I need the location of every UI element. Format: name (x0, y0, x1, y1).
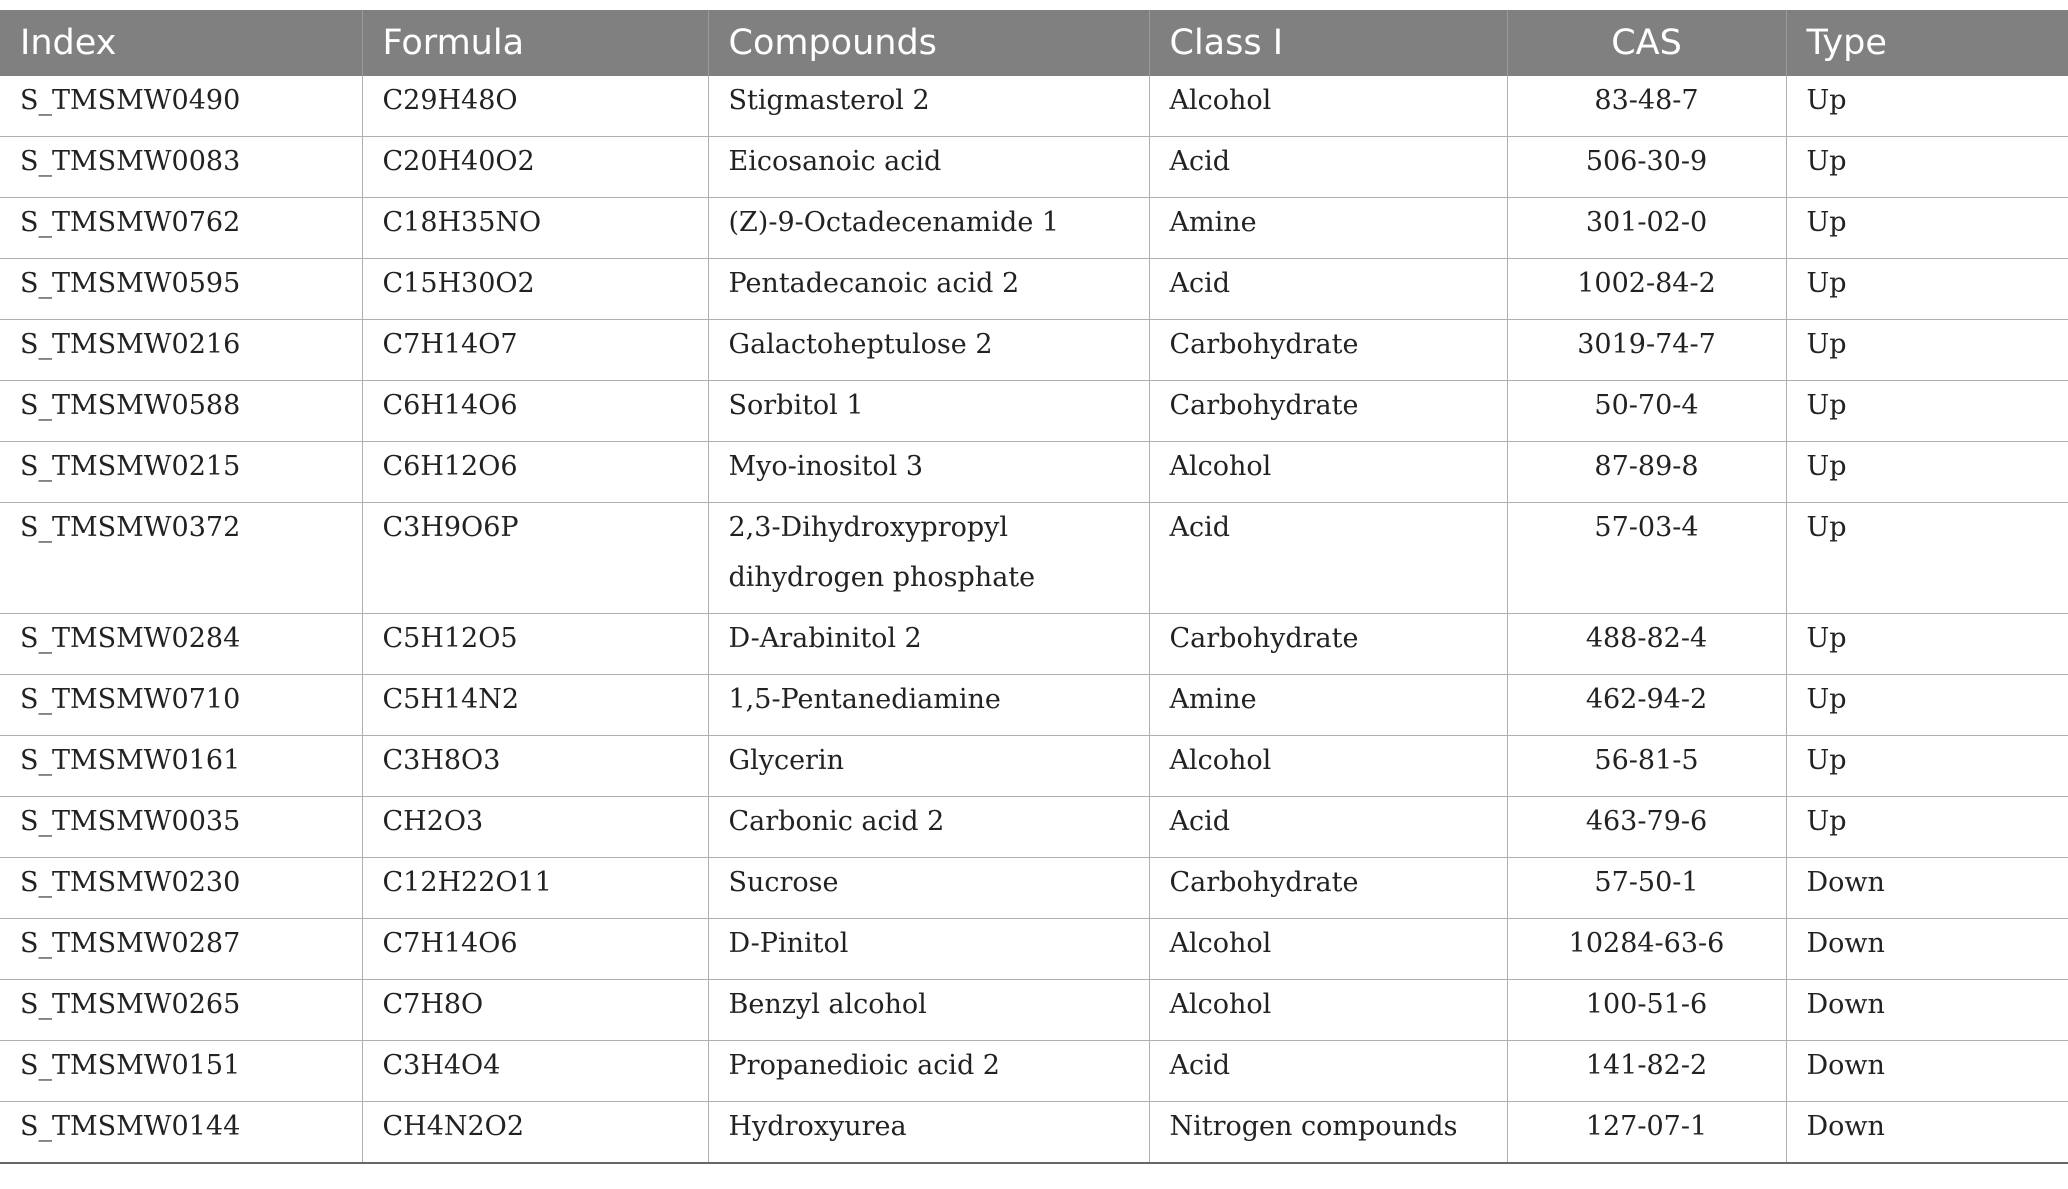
class-cell: Acid (1149, 137, 1507, 198)
type-cell: Up (1786, 614, 2068, 675)
formula-cell: C12H22O11 (362, 858, 708, 919)
index-cell: S_TMSMW0035 (0, 797, 362, 858)
class-cell: Alcohol (1149, 736, 1507, 797)
formula-cell: C7H14O6 (362, 919, 708, 980)
header-index: Index (0, 10, 362, 76)
compound-cell: Propanedioic acid 2 (708, 1041, 1149, 1102)
index-cell: S_TMSMW0762 (0, 198, 362, 259)
compound-cell: Myo-inositol 3 (708, 442, 1149, 503)
formula-cell: C3H4O4 (362, 1041, 708, 1102)
index-cell: S_TMSMW0490 (0, 76, 362, 137)
cas-cell: 301-02-0 (1507, 198, 1786, 259)
formula-cell: C20H40O2 (362, 137, 708, 198)
type-cell: Up (1786, 198, 2068, 259)
type-cell: Down (1786, 919, 2068, 980)
cas-cell: 1002-84-2 (1507, 259, 1786, 320)
compound-cell: Benzyl alcohol (708, 980, 1149, 1041)
type-cell: Up (1786, 503, 2068, 614)
formula-cell: C18H35NO (362, 198, 708, 259)
type-cell: Up (1786, 76, 2068, 137)
table-row (0, 259, 2068, 320)
compound-cell: Carbonic acid 2 (708, 797, 1149, 858)
formula-cell: CH2O3 (362, 797, 708, 858)
table-header (0, 10, 2068, 76)
type-cell: Down (1786, 1102, 2068, 1164)
index-cell: S_TMSMW0588 (0, 381, 362, 442)
header-compounds: Compounds (708, 10, 1149, 76)
compound-cell: Sorbitol 1 (708, 381, 1149, 442)
class-cell: Nitrogen compounds (1149, 1102, 1507, 1164)
class-cell: Alcohol (1149, 980, 1507, 1041)
class-cell: Carbohydrate (1149, 614, 1507, 675)
compounds-table (0, 10, 2068, 1164)
cas-cell: 10284-63-6 (1507, 919, 1786, 980)
cas-cell: 57-50-1 (1507, 858, 1786, 919)
cas-cell: 50-70-4 (1507, 381, 1786, 442)
index-cell: S_TMSMW0284 (0, 614, 362, 675)
table-row (0, 736, 2068, 797)
type-cell: Up (1786, 797, 2068, 858)
compound-cell: D-Pinitol (708, 919, 1149, 980)
compound-cell: Glycerin (708, 736, 1149, 797)
table-row (0, 675, 2068, 736)
table-row (0, 858, 2068, 919)
class-cell: Acid (1149, 1041, 1507, 1102)
type-cell: Down (1786, 1041, 2068, 1102)
class-cell: Carbohydrate (1149, 858, 1507, 919)
compound-cell: 2,3-Dihydroxypropyl dihydrogen phosphate (708, 503, 1149, 614)
compound-cell: 1,5-Pentanediamine (708, 675, 1149, 736)
table-row (0, 614, 2068, 675)
cas-cell: 57-03-4 (1507, 503, 1786, 614)
index-cell: S_TMSMW0230 (0, 858, 362, 919)
cas-cell: 463-79-6 (1507, 797, 1786, 858)
index-cell: S_TMSMW0287 (0, 919, 362, 980)
formula-cell: C5H12O5 (362, 614, 708, 675)
index-cell: S_TMSMW0372 (0, 503, 362, 614)
formula-cell: C6H12O6 (362, 442, 708, 503)
class-cell: Carbohydrate (1149, 381, 1507, 442)
type-cell: Down (1786, 858, 2068, 919)
cas-cell: 506-30-9 (1507, 137, 1786, 198)
index-cell: S_TMSMW0216 (0, 320, 362, 381)
table-row (0, 381, 2068, 442)
table-row (0, 198, 2068, 259)
type-cell: Up (1786, 381, 2068, 442)
table-row (0, 442, 2068, 503)
type-cell: Up (1786, 442, 2068, 503)
table-row (0, 980, 2068, 1041)
table-row (0, 503, 2068, 614)
table-row (0, 1041, 2068, 1102)
cas-cell: 3019-74-7 (1507, 320, 1786, 381)
index-cell: S_TMSMW0265 (0, 980, 362, 1041)
class-cell: Acid (1149, 797, 1507, 858)
table-row (0, 137, 2068, 198)
index-cell: S_TMSMW0083 (0, 137, 362, 198)
index-cell: S_TMSMW0215 (0, 442, 362, 503)
table-row (0, 919, 2068, 980)
type-cell: Up (1786, 320, 2068, 381)
index-cell: S_TMSMW0151 (0, 1041, 362, 1102)
class-cell: Carbohydrate (1149, 320, 1507, 381)
cas-cell: 488-82-4 (1507, 614, 1786, 675)
class-cell: Alcohol (1149, 76, 1507, 137)
formula-cell: C6H14O6 (362, 381, 708, 442)
formula-cell: C3H8O3 (362, 736, 708, 797)
type-cell: Up (1786, 736, 2068, 797)
formula-cell: C29H48O (362, 76, 708, 137)
class-cell: Alcohol (1149, 919, 1507, 980)
table-body (0, 76, 2068, 1163)
header-class: Class I (1149, 10, 1507, 76)
cas-cell: 127-07-1 (1507, 1102, 1786, 1164)
type-cell: Up (1786, 675, 2068, 736)
compound-cell: Galactoheptulose 2 (708, 320, 1149, 381)
compound-cell: Eicosanoic acid (708, 137, 1149, 198)
header-formula: Formula (362, 10, 708, 76)
index-cell: S_TMSMW0161 (0, 736, 362, 797)
compound-cell: (Z)-9-Octadecenamide 1 (708, 198, 1149, 259)
cas-cell: 87-89-8 (1507, 442, 1786, 503)
cas-cell: 56-81-5 (1507, 736, 1786, 797)
cas-cell: 141-82-2 (1507, 1041, 1786, 1102)
class-cell: Acid (1149, 259, 1507, 320)
index-cell: S_TMSMW0144 (0, 1102, 362, 1164)
header-row (0, 10, 2068, 76)
formula-cell: C5H14N2 (362, 675, 708, 736)
index-cell: S_TMSMW0595 (0, 259, 362, 320)
table-row (0, 1102, 2068, 1164)
table-row (0, 797, 2068, 858)
class-cell: Alcohol (1149, 442, 1507, 503)
header-type: Type (1786, 10, 2068, 76)
type-cell: Up (1786, 259, 2068, 320)
formula-cell: C7H8O (362, 980, 708, 1041)
class-cell: Acid (1149, 503, 1507, 614)
compound-cell: Pentadecanoic acid 2 (708, 259, 1149, 320)
compound-cell: Stigmasterol 2 (708, 76, 1149, 137)
type-cell: Up (1786, 137, 2068, 198)
cas-cell: 462-94-2 (1507, 675, 1786, 736)
index-cell: S_TMSMW0710 (0, 675, 362, 736)
cas-cell: 100-51-6 (1507, 980, 1786, 1041)
compound-cell: Hydroxyurea (708, 1102, 1149, 1164)
table-row (0, 320, 2068, 381)
header-cas: CAS (1507, 10, 1786, 76)
compound-cell: D-Arabinitol 2 (708, 614, 1149, 675)
class-cell: Amine (1149, 198, 1507, 259)
cas-cell: 83-48-7 (1507, 76, 1786, 137)
formula-cell: CH4N2O2 (362, 1102, 708, 1164)
compound-cell: Sucrose (708, 858, 1149, 919)
table-row (0, 76, 2068, 137)
formula-cell: C15H30O2 (362, 259, 708, 320)
formula-cell: C7H14O7 (362, 320, 708, 381)
type-cell: Down (1786, 980, 2068, 1041)
class-cell: Amine (1149, 675, 1507, 736)
formula-cell: C3H9O6P (362, 503, 708, 614)
